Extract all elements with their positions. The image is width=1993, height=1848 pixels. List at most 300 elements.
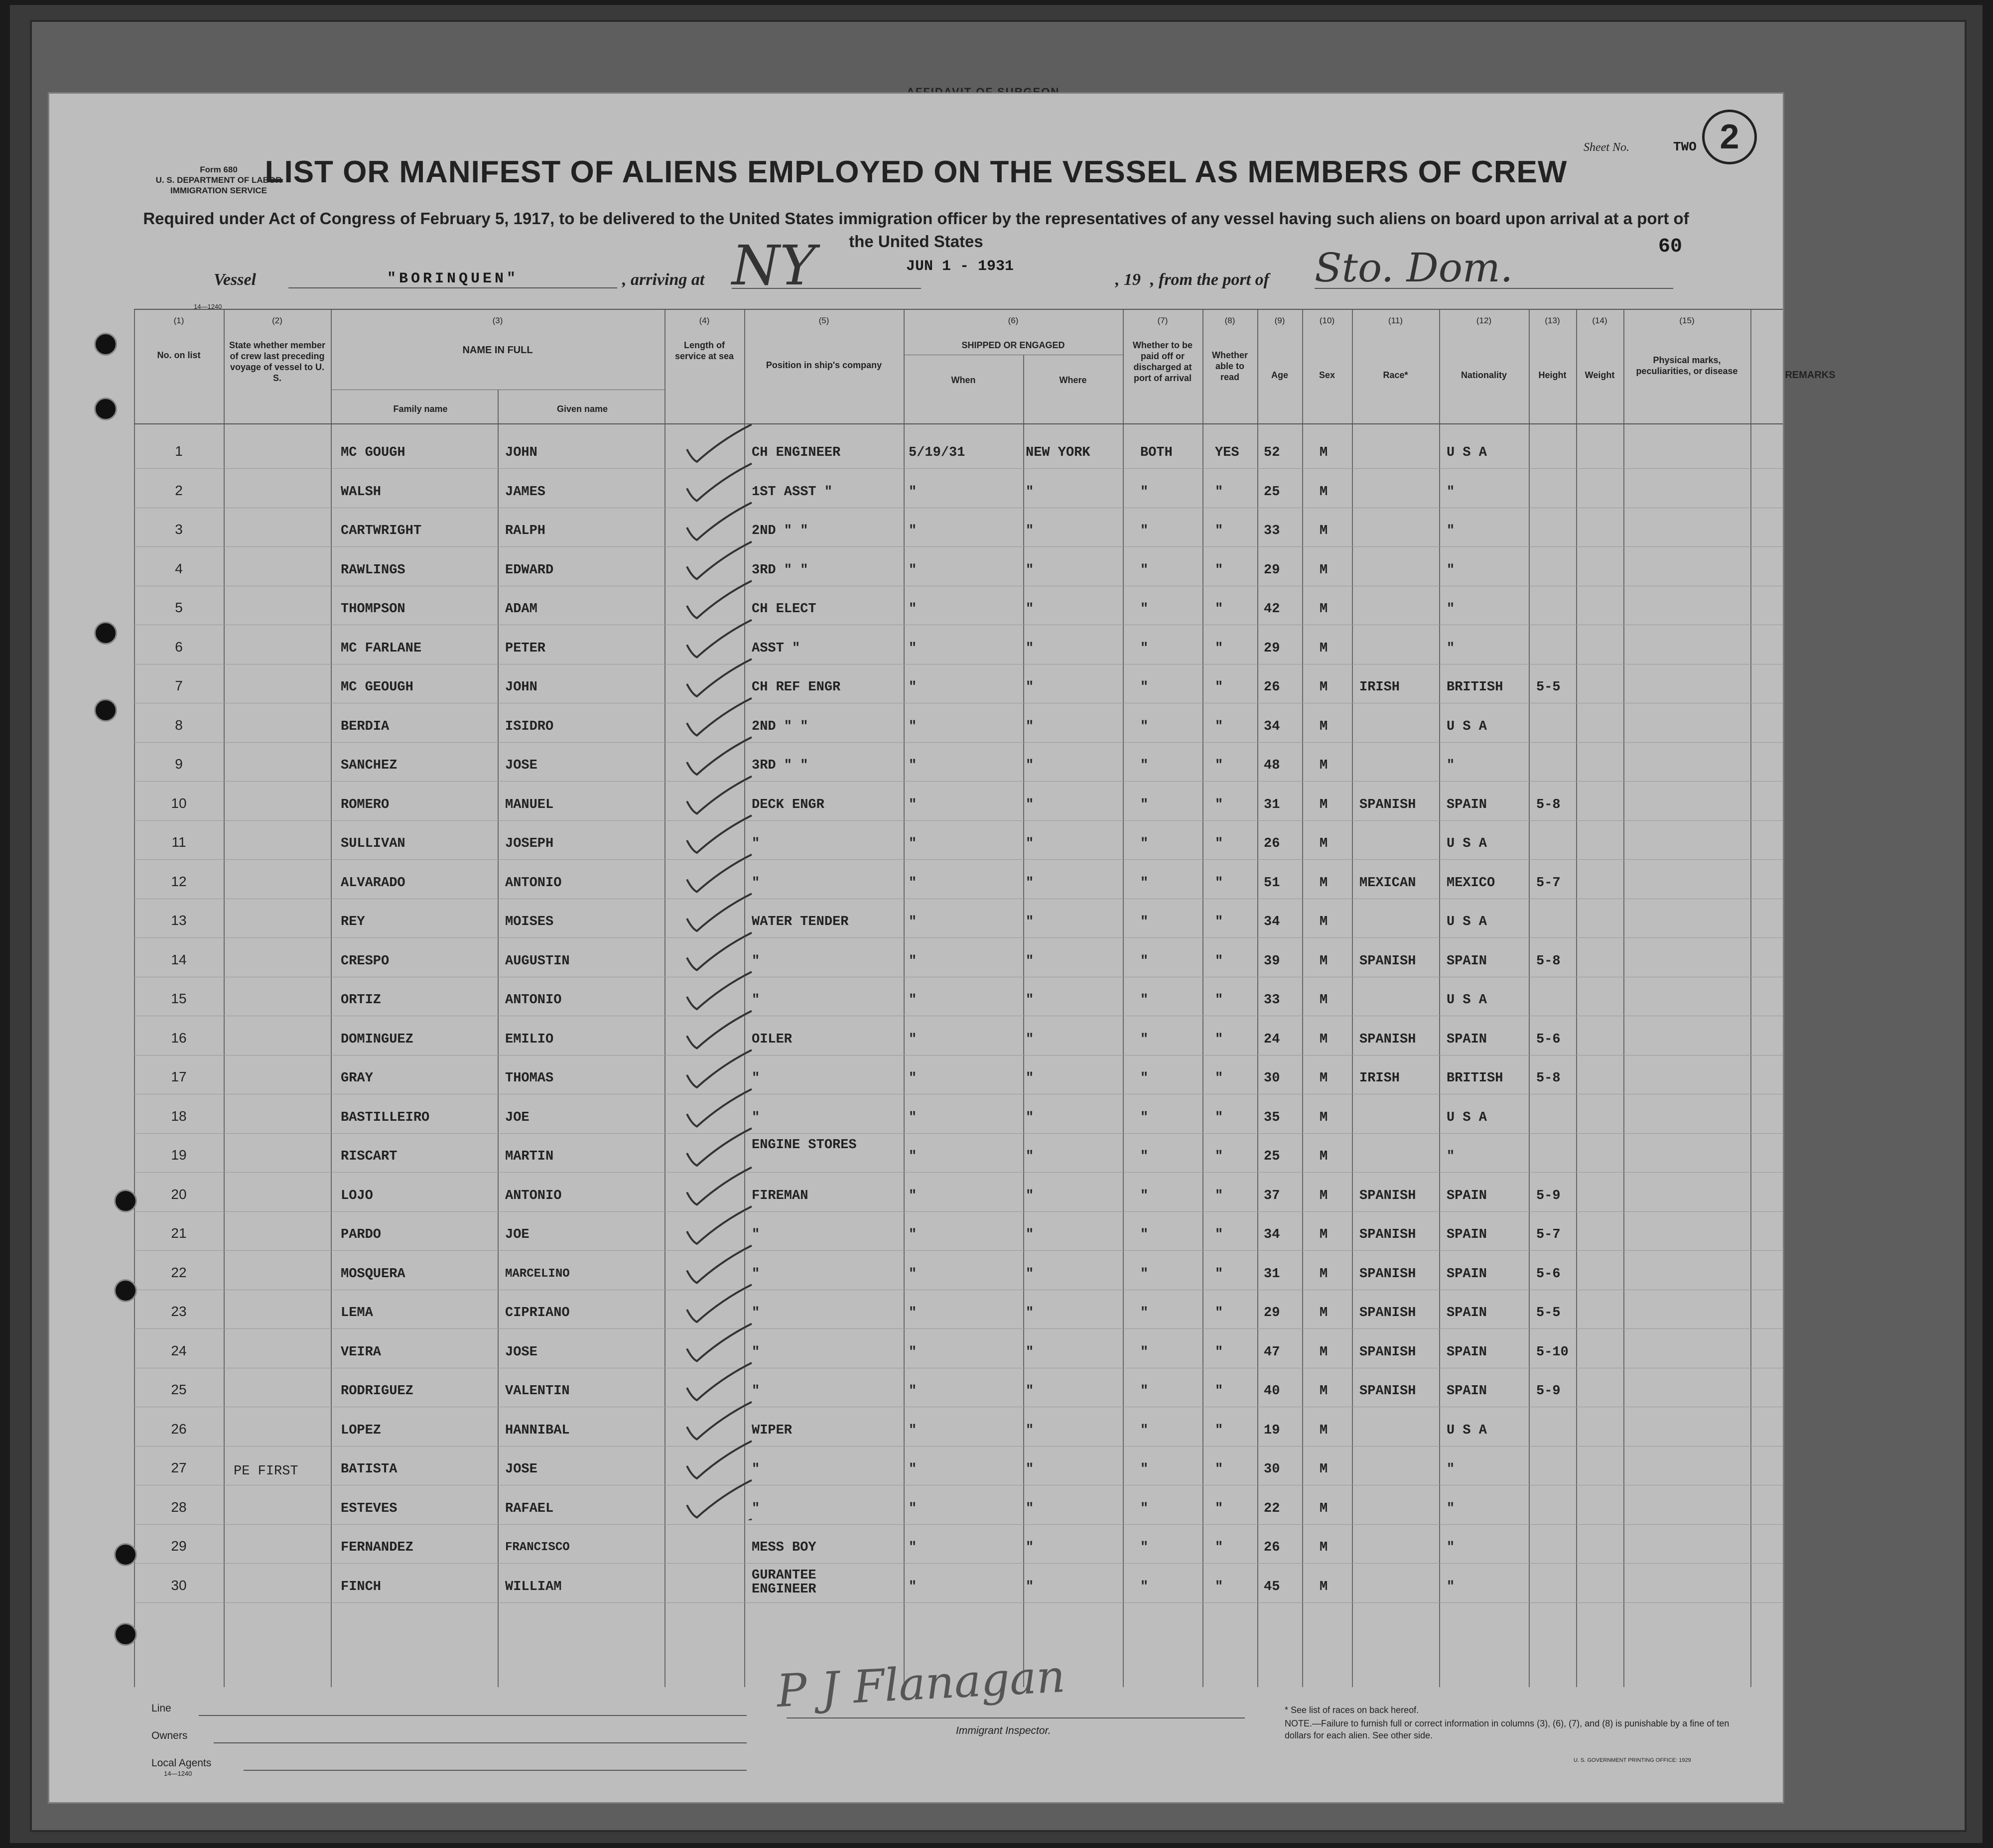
paid-off-cell: " <box>1140 836 1149 851</box>
checkmark <box>687 464 752 501</box>
position-cell: 3RD " " <box>752 562 808 578</box>
page-subtitle: Required under Act of Congress of February 5, 1917, to be delivered to the United States immigration officer by the representatives of any vessel having such aliens on board upon arrival at a port of the United States <box>143 209 1689 251</box>
col-num-15: (15) <box>1679 316 1695 325</box>
footer-agents-code: 14—1240 <box>164 1770 192 1777</box>
shipped-where-cell: " <box>1026 680 1034 695</box>
shipped-where-cell: " <box>1026 797 1034 812</box>
nationality-cell: " <box>1447 1462 1455 1477</box>
shipped-where-cell: " <box>1026 1071 1034 1086</box>
family-name-cell: VEIRA <box>341 1344 382 1360</box>
paid-off-cell: " <box>1140 524 1149 538</box>
race-cell: IRISH <box>1359 680 1400 695</box>
position-cell: " <box>752 1110 760 1125</box>
crew-table <box>134 309 1836 1687</box>
family-name-cell: MC GEOUGH <box>341 680 413 695</box>
given-name-cell: JOSE <box>505 1462 537 1477</box>
col-header-position: Position in ship's company <box>766 360 882 370</box>
checkmark <box>687 1285 752 1322</box>
col-num-3: (3) <box>492 316 503 325</box>
family-name-cell: MOSQUERA <box>341 1266 405 1282</box>
sex-cell: M <box>1320 641 1328 656</box>
given-name-cell: RALPH <box>505 524 546 538</box>
paid-off-cell: " <box>1140 758 1149 773</box>
sheet-number-circled: 2 <box>1702 110 1757 164</box>
given-name-cell: ANTONIO <box>505 993 562 1008</box>
family-name-cell: THOMPSON <box>341 602 405 617</box>
family-name-cell: GRAY <box>341 1071 373 1086</box>
checkmark <box>687 815 752 853</box>
col-header-when: When <box>951 375 976 385</box>
able-to-read-cell: " <box>1215 1501 1223 1516</box>
family-name-cell: DOMINGUEZ <box>341 1032 413 1047</box>
age-cell: 30 <box>1264 1071 1280 1086</box>
nationality-cell: " <box>1447 1149 1455 1164</box>
col-header-read: Whether able to read <box>1212 350 1248 382</box>
paid-off-cell: " <box>1140 1227 1149 1242</box>
age-cell: 31 <box>1264 1266 1280 1282</box>
page-title: LIST OR MANIFEST OF ALIENS EMPLOYED ON THE VESSEL AS MEMBERS OF CREW <box>265 155 1568 189</box>
height-cell: 5-5 <box>1536 680 1561 695</box>
age-cell: 26 <box>1264 836 1280 851</box>
col-header-nationality: Nationality <box>1461 370 1507 380</box>
height-cell: 5-7 <box>1536 875 1561 891</box>
punch-hole <box>94 622 117 645</box>
height-cell: 5-8 <box>1536 1071 1561 1086</box>
shipped-when-cell: " <box>909 993 917 1008</box>
nationality-cell: SPAIN <box>1447 1306 1487 1320</box>
able-to-read-cell: " <box>1215 1423 1223 1438</box>
checkmark <box>687 933 752 970</box>
race-note: * See list of races on back hereof. <box>1285 1705 1419 1715</box>
given-name-cell: MARTIN <box>505 1149 554 1164</box>
able-to-read-cell: " <box>1215 1071 1223 1086</box>
given-name-cell: JOE <box>505 1110 530 1125</box>
checkmark <box>687 1050 752 1087</box>
family-name-cell: ALVARADO <box>341 875 405 891</box>
able-to-read-cell: " <box>1215 1188 1223 1203</box>
checkmark <box>687 659 752 696</box>
col-header-where: Where <box>1059 375 1087 385</box>
able-to-read-cell: " <box>1215 524 1223 538</box>
paid-off-cell: " <box>1140 1188 1149 1203</box>
row-number: 12 <box>171 873 187 889</box>
position-cell: ENGINE STORES <box>752 1138 857 1153</box>
checkmark <box>687 698 752 736</box>
shipped-when-cell: " <box>909 797 917 812</box>
printer-line: U. S. GOVERNMENT PRINTING OFFICE: 1929 <box>1574 1757 1691 1763</box>
nationality-cell: " <box>1447 562 1455 578</box>
paid-off-cell: " <box>1140 1423 1149 1438</box>
shipped-when-cell: " <box>909 1149 917 1164</box>
form-department: U. S. DEPARTMENT OF LABOR <box>155 175 282 185</box>
paid-off-cell: " <box>1140 953 1149 969</box>
able-to-read-cell: " <box>1215 1579 1223 1594</box>
shipped-when-cell: " <box>909 1579 917 1594</box>
able-to-read-cell: " <box>1215 1266 1223 1282</box>
position-cell: GURANTEE ENGINEER <box>752 1568 816 1597</box>
paid-off-cell: " <box>1140 484 1149 500</box>
shipped-when-cell: " <box>909 1227 917 1242</box>
family-name-cell: CARTWRIGHT <box>341 524 422 538</box>
height-cell: 5-6 <box>1536 1032 1561 1047</box>
given-name-cell: ANTONIO <box>505 875 562 891</box>
checkmark <box>687 1363 752 1400</box>
sex-cell: M <box>1320 993 1328 1008</box>
position-cell: 1ST ASST " <box>752 484 833 500</box>
nationality-cell: " <box>1447 641 1455 656</box>
sex-cell: M <box>1320 1227 1328 1242</box>
sex-cell: M <box>1320 1579 1328 1594</box>
col-num-6: (6) <box>1008 316 1019 325</box>
shipped-where-cell: " <box>1026 1462 1034 1477</box>
shipped-when-cell: " <box>909 1110 917 1125</box>
age-cell: 39 <box>1264 953 1280 969</box>
shipped-when-cell: " <box>909 1032 917 1047</box>
position-cell: " <box>752 1384 760 1399</box>
form-service: IMMIGRATION SERVICE <box>170 186 267 195</box>
position-cell: 2ND " " <box>752 719 808 734</box>
row-number: 16 <box>171 1030 187 1046</box>
nationality-cell: U S A <box>1447 1110 1487 1125</box>
given-name-cell: JOSEPH <box>505 836 554 851</box>
sex-cell: M <box>1320 445 1328 460</box>
row-number: 19 <box>171 1147 187 1163</box>
shipped-when-cell: " <box>909 875 917 891</box>
checkmark <box>687 1441 752 1478</box>
paid-off-cell: " <box>1140 1344 1149 1360</box>
height-cell: 5-8 <box>1536 797 1561 812</box>
family-name-cell: RISCART <box>341 1149 398 1164</box>
age-cell: 33 <box>1264 993 1280 1008</box>
nationality-cell: U S A <box>1447 993 1487 1008</box>
sex-cell: M <box>1320 1188 1328 1203</box>
shipped-when-cell: " <box>909 562 917 578</box>
row-number: 21 <box>171 1225 187 1241</box>
shipped-when-cell: " <box>909 641 917 656</box>
nationality-cell: SPAIN <box>1447 1032 1487 1047</box>
nationality-cell: SPAIN <box>1447 953 1487 969</box>
paid-off-cell: " <box>1140 1110 1149 1125</box>
col-header-sex: Sex <box>1319 370 1335 380</box>
age-cell: 35 <box>1264 1110 1280 1125</box>
able-to-read-cell: " <box>1215 680 1223 695</box>
position-cell: " <box>752 993 760 1008</box>
age-cell: 25 <box>1264 484 1280 500</box>
sheet-label: Sheet No. <box>1584 141 1629 154</box>
row-number: 2 <box>175 482 183 498</box>
shipped-when-cell: " <box>909 1501 917 1516</box>
sex-cell: M <box>1320 680 1328 695</box>
shipped-where-cell: " <box>1026 1110 1034 1125</box>
family-name-cell: LOPEZ <box>341 1423 382 1438</box>
row-number: 24 <box>171 1342 187 1358</box>
sex-cell: M <box>1320 1462 1328 1477</box>
sex-cell: M <box>1320 1384 1328 1399</box>
row-number: 15 <box>171 991 187 1006</box>
position-cell: " <box>752 1071 760 1086</box>
checkmark <box>687 1324 752 1361</box>
family-name-cell: RODRIGUEZ <box>341 1384 413 1399</box>
vessel-name: "BORINQUEN" <box>288 270 617 288</box>
inspector-signature: P J Flanagan <box>775 1650 1066 1718</box>
shipped-when-cell: " <box>909 953 917 969</box>
paid-off-cell: " <box>1140 1306 1149 1320</box>
shipped-where-cell: " <box>1026 524 1034 538</box>
row-number: 28 <box>171 1499 187 1515</box>
age-cell: 31 <box>1264 797 1280 812</box>
age-cell: 34 <box>1264 1227 1280 1242</box>
footer-line-label: Line <box>151 1703 171 1714</box>
from-port: Sto. Dom. <box>1315 248 1673 289</box>
family-name-cell: BATISTA <box>341 1462 398 1477</box>
nationality-cell: U S A <box>1447 1423 1487 1438</box>
able-to-read-cell: " <box>1215 953 1223 969</box>
checkmark <box>687 777 752 814</box>
able-to-read-cell: " <box>1215 915 1223 929</box>
position-cell: " <box>752 836 760 851</box>
height-cell: 5-6 <box>1536 1266 1561 1282</box>
race-cell: SPANISH <box>1359 1306 1416 1320</box>
shipped-when-cell: " <box>909 1540 917 1555</box>
family-name-cell: ROMERO <box>341 797 390 812</box>
sex-cell: M <box>1320 1032 1328 1047</box>
shipped-where-cell: " <box>1026 1579 1034 1594</box>
footer-agents-label: Local Agents <box>151 1757 212 1769</box>
col-header-family: Family name <box>393 404 448 414</box>
row-number: 17 <box>171 1069 187 1084</box>
shipped-when-cell: " <box>909 524 917 538</box>
race-cell: SPANISH <box>1359 797 1416 812</box>
given-name-cell: PETER <box>505 641 546 656</box>
age-cell: 24 <box>1264 1032 1280 1047</box>
shipped-where-cell: " <box>1026 1344 1034 1360</box>
nationality-cell: SPAIN <box>1447 1227 1487 1242</box>
shipped-when-cell: 5/19/31 <box>909 445 965 460</box>
able-to-read-cell: " <box>1215 1149 1223 1164</box>
position-cell: WATER TENDER <box>752 915 849 929</box>
nationality-cell: U S A <box>1447 445 1487 460</box>
given-name-cell: THOMAS <box>505 1071 554 1086</box>
sex-cell: M <box>1320 602 1328 617</box>
sex-cell: M <box>1320 836 1328 851</box>
row-number: 11 <box>171 834 186 850</box>
position-cell: 2ND " " <box>752 524 808 538</box>
able-to-read-cell: " <box>1215 1462 1223 1477</box>
age-cell: 29 <box>1264 641 1280 656</box>
family-name-cell: FERNANDEZ <box>341 1540 413 1555</box>
age-cell: 30 <box>1264 1462 1280 1477</box>
race-cell: SPANISH <box>1359 1032 1416 1047</box>
shipped-where-cell: " <box>1026 484 1034 500</box>
row-number: 14 <box>171 951 187 967</box>
checkmark <box>687 1519 752 1520</box>
nationality-cell: U S A <box>1447 836 1487 851</box>
age-cell: 25 <box>1264 1149 1280 1164</box>
given-name-cell: JAMES <box>505 484 546 500</box>
race-cell: SPANISH <box>1359 1188 1416 1203</box>
family-name-cell: LEMA <box>341 1306 373 1320</box>
col-header-weight: Weight <box>1585 370 1615 380</box>
position-cell: " <box>752 1462 760 1477</box>
able-to-read-cell: " <box>1215 993 1223 1008</box>
col-header-paid: Whether to be paid off or discharged at port of arrival <box>1133 340 1193 383</box>
arriving-label: , arriving at <box>622 270 705 289</box>
checkmark <box>687 972 752 1009</box>
age-cell: 34 <box>1264 719 1280 734</box>
position-cell: ASST " <box>752 641 800 656</box>
col-num-13: (13) <box>1545 316 1560 325</box>
checkmark <box>687 1168 752 1205</box>
sex-cell: M <box>1320 1306 1328 1320</box>
nationality-cell: SPAIN <box>1447 797 1487 812</box>
shipped-where-cell: " <box>1026 953 1034 969</box>
nationality-cell: " <box>1447 484 1455 500</box>
shipped-where-cell: " <box>1026 1149 1034 1164</box>
family-name-cell: SANCHEZ <box>341 758 398 773</box>
family-name-cell: MC FARLANE <box>341 641 422 656</box>
position-cell: " <box>752 953 760 969</box>
nationality-cell: BRITISH <box>1447 680 1503 695</box>
shipped-where-cell: " <box>1026 1384 1034 1399</box>
given-name-cell: RAFAEL <box>505 1501 554 1516</box>
age-cell: 29 <box>1264 562 1280 578</box>
sex-cell: M <box>1320 1266 1328 1282</box>
col-num-1: (1) <box>173 316 184 325</box>
shipped-where-cell: " <box>1026 875 1034 891</box>
row-number: 1 <box>175 443 183 459</box>
shipped-where-cell: " <box>1026 758 1034 773</box>
row-number: 18 <box>171 1108 187 1124</box>
height-cell: 5-5 <box>1536 1306 1561 1320</box>
height-cell: 5-8 <box>1536 953 1561 969</box>
from-label: , from the port of <box>1150 270 1269 289</box>
col-header-age: Age <box>1271 370 1288 380</box>
family-name-cell: BASTILLEIRO <box>341 1110 430 1125</box>
sex-cell: M <box>1320 1149 1328 1164</box>
checkmark <box>687 542 752 579</box>
checkmark <box>687 1128 752 1166</box>
punch-hole <box>114 1623 137 1646</box>
able-to-read-cell: " <box>1215 1384 1223 1399</box>
nationality-cell: " <box>1447 1579 1455 1594</box>
shipped-when-cell: " <box>909 1071 917 1086</box>
able-to-read-cell: " <box>1215 1540 1223 1555</box>
sex-cell: M <box>1320 1501 1328 1516</box>
able-to-read-cell: " <box>1215 758 1223 773</box>
shipped-where-cell: " <box>1026 641 1034 656</box>
service-checkmarks <box>682 424 782 1520</box>
given-name-cell: EMILIO <box>505 1032 554 1047</box>
shipped-where-cell: " <box>1026 719 1034 734</box>
given-name-cell: ANTONIO <box>505 1188 562 1203</box>
sex-cell: M <box>1320 484 1328 500</box>
row-number: 4 <box>175 560 183 576</box>
checkmark <box>687 1480 752 1518</box>
able-to-read-cell: " <box>1215 1306 1223 1320</box>
nationality-cell: SPAIN <box>1447 1384 1487 1399</box>
age-cell: 26 <box>1264 680 1280 695</box>
race-cell: SPANISH <box>1359 1227 1416 1242</box>
shipped-where-cell: " <box>1026 915 1034 929</box>
family-name-cell: REY <box>341 915 365 929</box>
paid-off-cell: " <box>1140 875 1149 891</box>
shipped-where-cell: " <box>1026 1188 1034 1203</box>
able-to-read-cell: " <box>1215 484 1223 500</box>
checkmark <box>687 620 752 658</box>
nationality-cell: BRITISH <box>1447 1071 1503 1086</box>
shipped-when-cell: " <box>909 1384 917 1399</box>
vessel-label: Vessel <box>214 270 256 289</box>
family-name-cell: WALSH <box>341 484 382 500</box>
shipped-when-cell: " <box>909 680 917 695</box>
position-cell: OILER <box>752 1032 793 1047</box>
row-number: 7 <box>175 678 183 693</box>
age-cell: 19 <box>1264 1423 1280 1438</box>
row-number: 25 <box>171 1382 187 1397</box>
col-header-physical: Physical marks, peculiarities, or disease <box>1636 355 1738 376</box>
sex-cell: M <box>1320 758 1328 773</box>
col-num-5: (5) <box>818 316 829 325</box>
row-number: 30 <box>171 1577 187 1593</box>
age-cell: 34 <box>1264 915 1280 929</box>
paid-off-cell: " <box>1140 1462 1149 1477</box>
family-name-cell: LOJO <box>341 1188 373 1203</box>
shipped-when-cell: " <box>909 484 917 500</box>
height-cell: 5-7 <box>1536 1227 1561 1242</box>
shipped-when-cell: " <box>909 836 917 851</box>
col-header-race: Race* <box>1383 370 1408 380</box>
sex-cell: M <box>1320 797 1328 812</box>
paid-off-cell: " <box>1140 1540 1149 1555</box>
checkmark <box>687 894 752 931</box>
paid-off-cell: " <box>1140 797 1149 812</box>
shipped-where-cell: " <box>1026 1540 1034 1555</box>
col-header-remarks: REMARKS <box>1785 370 1836 381</box>
row-number: 27 <box>171 1460 187 1475</box>
shipped-where-cell: " <box>1026 1501 1034 1516</box>
paid-off-cell: " <box>1140 1266 1149 1282</box>
nationality-cell: U S A <box>1447 719 1487 734</box>
checkmark <box>687 424 752 462</box>
given-name-cell: AUGUSTIN <box>505 953 570 969</box>
col-num-14: (14) <box>1592 316 1607 325</box>
able-to-read-cell: " <box>1215 1110 1223 1125</box>
shipped-where-cell: " <box>1026 1266 1034 1282</box>
age-cell: 45 <box>1264 1579 1280 1594</box>
punch-hole <box>114 1189 137 1212</box>
sex-cell: M <box>1320 1110 1328 1125</box>
able-to-read-cell: " <box>1215 836 1223 851</box>
shipped-when-cell: " <box>909 915 917 929</box>
year-label: , 19 <box>1115 270 1141 289</box>
position-cell: " <box>752 1344 760 1360</box>
given-name-cell: EDWARD <box>505 562 554 578</box>
corner-number: 60 <box>1658 236 1683 258</box>
nationality-cell: " <box>1447 758 1455 773</box>
col-num-11: (11) <box>1388 316 1403 325</box>
checkmark <box>687 581 752 618</box>
position-cell: " <box>752 1266 760 1282</box>
nationality-cell: SPAIN <box>1447 1188 1487 1203</box>
paid-off-cell: " <box>1140 719 1149 734</box>
age-cell: 40 <box>1264 1384 1280 1399</box>
shipped-when-cell: " <box>909 1423 917 1438</box>
paid-off-cell: " <box>1140 1032 1149 1047</box>
col-num-8: (8) <box>1224 316 1235 325</box>
age-cell: 52 <box>1264 445 1280 460</box>
sex-cell: M <box>1320 953 1328 969</box>
position-cell: MESS BOY <box>752 1540 816 1555</box>
